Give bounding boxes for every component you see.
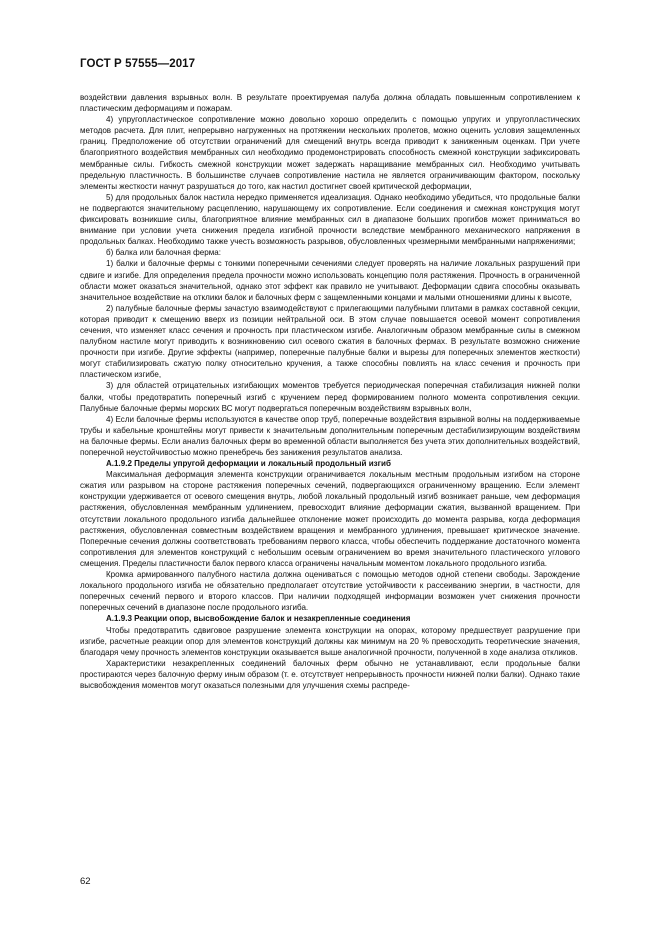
body-paragraph: 2) палубные балочные фермы зачастую взаимодействуют с прилегающими палубными плитами в рамках составной секции, которая приводит к смещению вверх из позиции нейтральной оси. В этом случае повышается осевой момент сопротивления сечения, что изменяет класс сечения и прочность при пластическом изгибе. Аналогичным образом мембранные силы в смежном палубном настиле могут приводить к возникновению сил осевого сжатия в балочных фермах. В результате возможно снижение прочности при изгибе. Другие эффекты (например, поперечные палубные балки и вырезы для поперечных элементов жесткости) могут стабилизировать сжатую полку относительно кручения, а также способны повлиять на класс сечения и прочность при пластическом изгибе, [80,303,580,380]
body-paragraph: 1) балки и балочные фермы с тонкими поперечными сечениями следует проверять на наличие локальных разрушений при сдвиге и изгибе. Для определения предела прочности можно использовать концепцию поля растяжения. Прочность в ограниченной области может оказаться значительной, однако этот эффект как правило не учитывают. Деформации сдвига способны оказывать значительное воздействие на отклики балок и балочных ферм с защемленными концами и малыми отношениями длины к высоте, [80,259,580,302]
body-paragraph: Кромка армированного палубного настила должна оцениваться с помощью методов одной степени свободы. Зарождение локального продольного изгиба не обязательно предполагает отсутствие устойчивости к рассеиванию энергии, в частности, для поперечных сечений первого и второго классов. При наличии подходящей информации возможен учет снижения прочности поперечных сечений в диапазоне после продольного изгиба. [80,570,580,613]
section-heading: А.1.9.3 Реакции опор, высвобождение балок и незакрепленные соединения [106,614,411,624]
body-paragraph: Максимальная деформация элемента конструкции ограничивается локальным местным продольным изгибом на стороне сжатия или разрывом на стороне растяжения поперечных сечений, подвергающихся ограниченному вращению. Если элемент конструкции удерживается от осевого смещения внутрь, любой локальный продольный изгиб возникает раньше, чем деформация растяжения, обусловленная мембранным удлинением, превосходит влияние деформации сжатия, вызванной вращением. При отсутствии локального продольного изгиба дальнейшее отклонение может происходить до момента разрыва, когда деформация растяжения, обусловленная совместным воздействием вращения и мембранного удлинения, превышает критическое значение. Поперечные сечения должны соответствовать требованиям первого класса, чтобы обеспечить поддержание достаточного момента сопротивления для элементов конструкций с небольшим осевым ограничением во время значительного пластического углового смещения. Пределы пластичности балок первого класса ограничены начальным моментом локального продольного изгиба. [80,470,580,568]
body-paragraph: Характеристики незакрепленных соединений балочных ферм обычно не устанавливают, если продольные балки простираются через балочную ферму иным образом (т. е. отсутствует непрерывность прочности нижней полки балки). Однако такие высвобождения моментов могут оказаться полезными для улучшения схемы распреде- [80,658,580,690]
body-paragraph: 4) Если балочные фермы используются в качестве опор труб, поперечные воздействия взрывной волны на поддерживаемые трубы и кабельные кронштейны могут привести к значительным дополнительным поперечным дестабилизирующим воздействиям на балочные фермы. Если анализ балочных ферм во временной области выполняется без учета этих дополнительных воздействий, поперечной неустойчивостью можно пренебречь без занижения результатов анализа. [80,414,580,457]
document-body [80,92,580,691]
body-paragraph: б) балка или балочная ферма: [106,248,221,258]
body-paragraph: 4) упругопластическое сопротивление можно довольно хорошо определить с помощью упругих и упругопластических методов расчета. Для плит, непрерывно нагруженных на протяжении нескольких пролетов, можно оценить условия защемленных границ. Предположение об отсутствии ограничений для смещений внутрь всегда приводит к заниженным оценкам. При учете благоприятного воздействия мембранных сил необходимо продемонстрировать способность смежной конструкции зафиксировать мембранные силы. Гибкость смежной конструкции может задержать наращивание мембранных сил. Необходимо учитывать предельную пластичность. В большинстве случаев сопротивление настила не является ограничивающим фактором, поскольку элементы жесткости начнут разрушаться до того, как настил достигнет своей критической деформации, [80,115,580,191]
body-paragraph: 3) для областей отрицательных изгибающих моментов требуется периодическая поперечная стабилизация нижней полки балки, чтобы предотвратить поперечный изгиб с кручением перед формированием полного момента сопротивления секции. Палубные балочные фермы морских ВС могут подвергаться поперечным воздействиям взрывных волн, [80,381,580,413]
body-paragraph: воздействии давления взрывных волн. В результате проектируемая палуба должна обладать повышенным сопротивлением к пластическим деформациям и пожарам. [80,93,580,114]
section-heading: А.1.9.2 Пределы упругой деформации и локальный продольный изгиб [106,459,391,469]
body-paragraph: 5) для продольных балок настила нередко применяется идеализация. Однако необходимо убедиться, что продольные балки не подвергаются значительному расцеплению, нарушающему их сопротивление. Если соединения и смежная конструкция могут фиксировать возникшие силы, благоприятное влияние мембранных сил в диапазоне больших прогибов может приниматься во внимание при условии учета снижения предела изгибной прочности вследствие мембранного механического напряжения в продольных балках. Необходимо также учесть возможность разрывов, обусловленных чрезмерными мембранными напряжениями; [80,192,580,247]
document-header: ГОСТ Р 57555—2017 [80,58,196,70]
body-paragraph: Чтобы предотвратить сдвиговое разрушение элемента конструкции на опорах, которому предшествует разрушение при изгибе, расчетные реакции опор для элементов конструкций должны как минимум на 20 % превосходить теоретические значения, благодаря чему прочность элементов конструкции оказывается выше аналогичной прочности, полученной в ходе анализа откликов. [80,625,580,657]
page-number: 62 [80,876,91,887]
document-page [80,58,580,691]
